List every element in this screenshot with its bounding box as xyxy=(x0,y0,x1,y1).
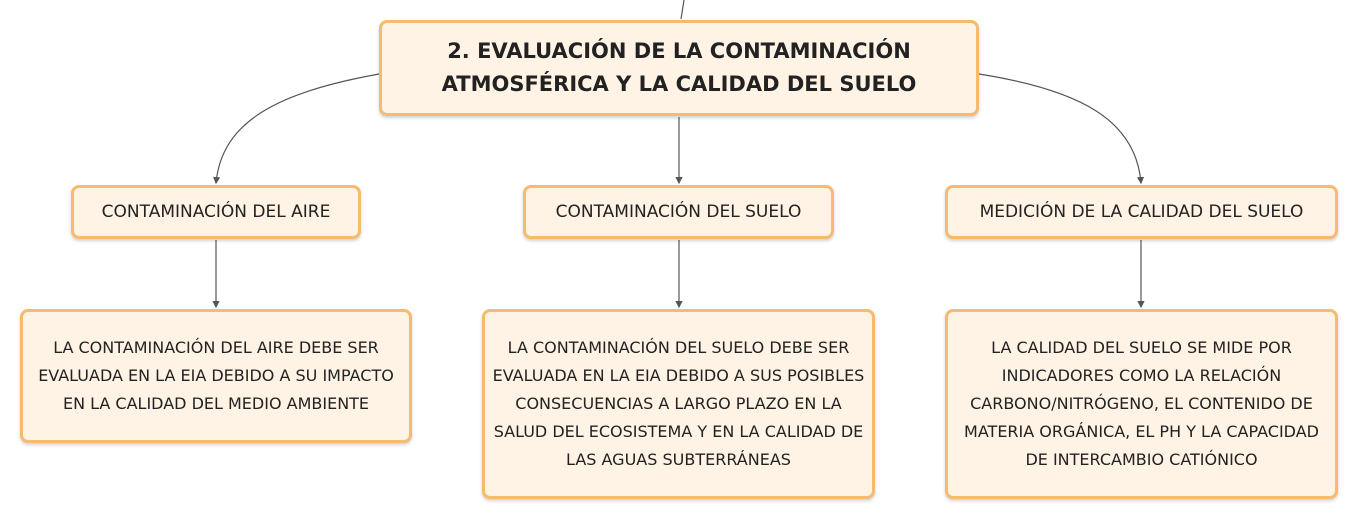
topic-label-air-pollution: CONTAMINACIÓN DEL AIRE xyxy=(101,202,331,222)
topic-node-air-pollution[interactable] xyxy=(71,185,361,239)
detail-text-soil-pollution: LA CONTAMINACIÓN DEL SUELO DEBE SER EVALUADA EN LA EIA DEBIDO A SUS POSIBLES CONSECUENCIAS A LARGO PLAZO EN LA SALUD DEL ECOSISTEMA Y EN LA CALIDAD DE LAS AGUAS SUBTERRÁNEAS xyxy=(492,338,865,469)
topic-node-soil-pollution[interactable] xyxy=(523,185,834,239)
detail-node-soil-quality-measurement[interactable] xyxy=(945,309,1338,499)
root-topic-node[interactable] xyxy=(379,20,979,116)
topic-label-soil-quality-measurement: MEDICIÓN DE LA CALIDAD DEL SUELO xyxy=(979,202,1304,222)
detail-text-air-pollution: LA CONTAMINACIÓN DEL AIRE DEBE SER EVALUADA EN LA EIA DEBIDO A SU IMPACTO EN LA CALIDAD DEL MEDIO AMBIENTE xyxy=(38,338,394,413)
incoming-connector xyxy=(681,0,684,19)
topic-label-soil-pollution: CONTAMINACIÓN DEL SUELO xyxy=(555,202,802,222)
topic-node-soil-quality-measurement[interactable] xyxy=(945,185,1338,239)
root-topic-title: 2. EVALUACIÓN DE LA CONTAMINACIÓN ATMOSFÉRICA Y LA CALIDAD DEL SUELO xyxy=(441,39,917,96)
connector-root-to-quality xyxy=(979,74,1141,183)
detail-node-air-pollution[interactable] xyxy=(20,309,412,443)
connector-root-to-air xyxy=(216,74,379,183)
detail-node-soil-pollution[interactable] xyxy=(482,309,875,499)
detail-text-soil-quality-measurement: LA CALIDAD DEL SUELO SE MIDE POR INDICADORES COMO LA RELACIÓN CARBONO/NITRÓGENO, EL CONTENIDO DE MATERIA ORGÁNICA, EL PH Y LA CAPACIDAD DE INTERCAMBIO CATIÓNICO xyxy=(964,338,1319,469)
